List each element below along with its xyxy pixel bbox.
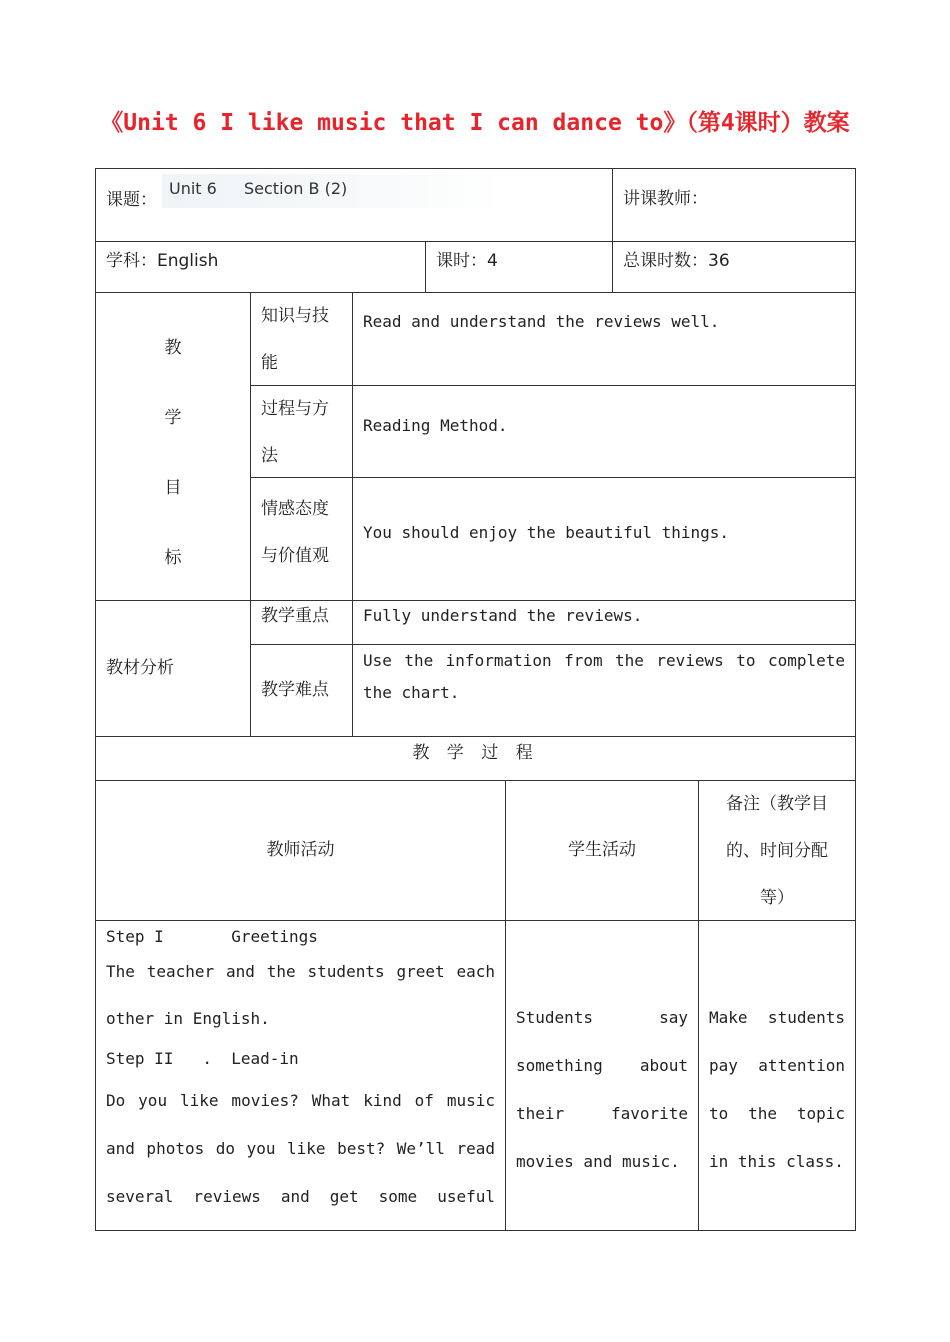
student-line: something about [516, 1056, 688, 1075]
difficult-label-cell [250, 644, 353, 737]
teacher-line: Do you like movies? What kind of music [106, 1091, 495, 1110]
student-activity-cell [505, 920, 699, 1231]
student-line: Students say [516, 1008, 688, 1027]
difficult-value-cell [352, 644, 856, 737]
objective-label-line: 知识与技 [261, 306, 329, 326]
teacher-label: 讲课教师： [623, 189, 708, 209]
analysis-group [95, 600, 251, 737]
col-notes-line: 的、时间分配 [726, 841, 828, 861]
topic-image [162, 174, 502, 208]
subject-label: 学科：English [106, 251, 219, 271]
teacher-cell [612, 168, 856, 242]
teacher-line: other in English. [106, 1009, 270, 1028]
teacher-line: The teacher and the students greet each [106, 962, 495, 981]
objective-value-text: Read and understand the reviews well. [363, 312, 720, 331]
objective-value-knowledge [352, 292, 856, 386]
col-teacher-header [95, 780, 506, 921]
total-label: 总课时数：36 [623, 251, 730, 271]
objective-label-line: 过程与方 [261, 399, 329, 419]
topic-image-unit: Unit 6 [169, 179, 217, 198]
notes-cell [698, 920, 856, 1231]
objective-label-line: 与价值观 [261, 546, 329, 566]
notes-line: to the topic [709, 1104, 845, 1123]
topic-image-section: Section B (2) [244, 179, 348, 198]
difficult-value-line: Use the information from the reviews to complete [363, 651, 845, 670]
col-notes-line: 备注（教学目 [726, 794, 828, 814]
objective-label-knowledge [250, 292, 353, 386]
teacher-line: Step II . Lead-in [106, 1049, 299, 1068]
teacher-activity-cell [95, 920, 506, 1231]
teacher-line: and photos do you like best? We’ll read [106, 1139, 495, 1158]
teacher-line: several reviews and get some useful [106, 1187, 495, 1206]
teacher-line: Step I Greetings [106, 927, 318, 946]
process-heading [95, 736, 856, 781]
total-cell [612, 241, 856, 293]
process-heading-text: 教 学 过 程 [412, 743, 539, 763]
topic-label: 课题： [106, 190, 157, 210]
objectives-char-2: 学 [164, 408, 182, 428]
objective-value-attitude [352, 477, 856, 601]
difficult-value-line: the chart. [363, 683, 460, 702]
col-student-label: 学生活动 [568, 840, 636, 860]
col-teacher-label: 教师活动 [266, 840, 335, 860]
objectives-char-1: 教 [164, 338, 182, 358]
objective-value-text: You should enjoy the beautiful things. [363, 523, 730, 542]
objectives-char-4: 标 [164, 548, 182, 568]
document-title: 《Unit 6 I like music that I can dance to》（第4课时）教案 [100, 110, 850, 136]
difficult-label: 教学难点 [261, 680, 329, 700]
col-student-header [505, 780, 699, 921]
objective-label-attitude [250, 477, 353, 601]
notes-line: Make students [709, 1008, 845, 1027]
key-label: 教学重点 [261, 606, 329, 626]
key-value-cell [352, 600, 856, 645]
period-label: 课时：4 [436, 251, 498, 271]
col-notes-header [698, 780, 856, 921]
objective-value-text: Reading Method. [363, 416, 508, 435]
notes-line: pay attention [709, 1056, 845, 1075]
analysis-group-label: 教材分析 [106, 658, 174, 678]
objective-value-process [352, 385, 856, 478]
objective-label-line: 法 [261, 446, 278, 466]
objective-label-line: 情感态度 [261, 499, 329, 519]
col-notes-line: 等） [760, 888, 794, 908]
student-line: movies and music. [516, 1152, 680, 1171]
objectives-char-3: 目 [164, 478, 182, 498]
objective-label-line: 能 [261, 353, 278, 373]
notes-line: in this class. [709, 1152, 844, 1171]
objectives-group [95, 292, 251, 601]
key-value: Fully understand the reviews. [363, 606, 643, 625]
period-cell [425, 241, 613, 293]
subject-cell [95, 241, 426, 293]
student-line: their favorite [516, 1104, 688, 1123]
objective-label-process [250, 385, 353, 478]
key-label-cell [250, 600, 353, 645]
